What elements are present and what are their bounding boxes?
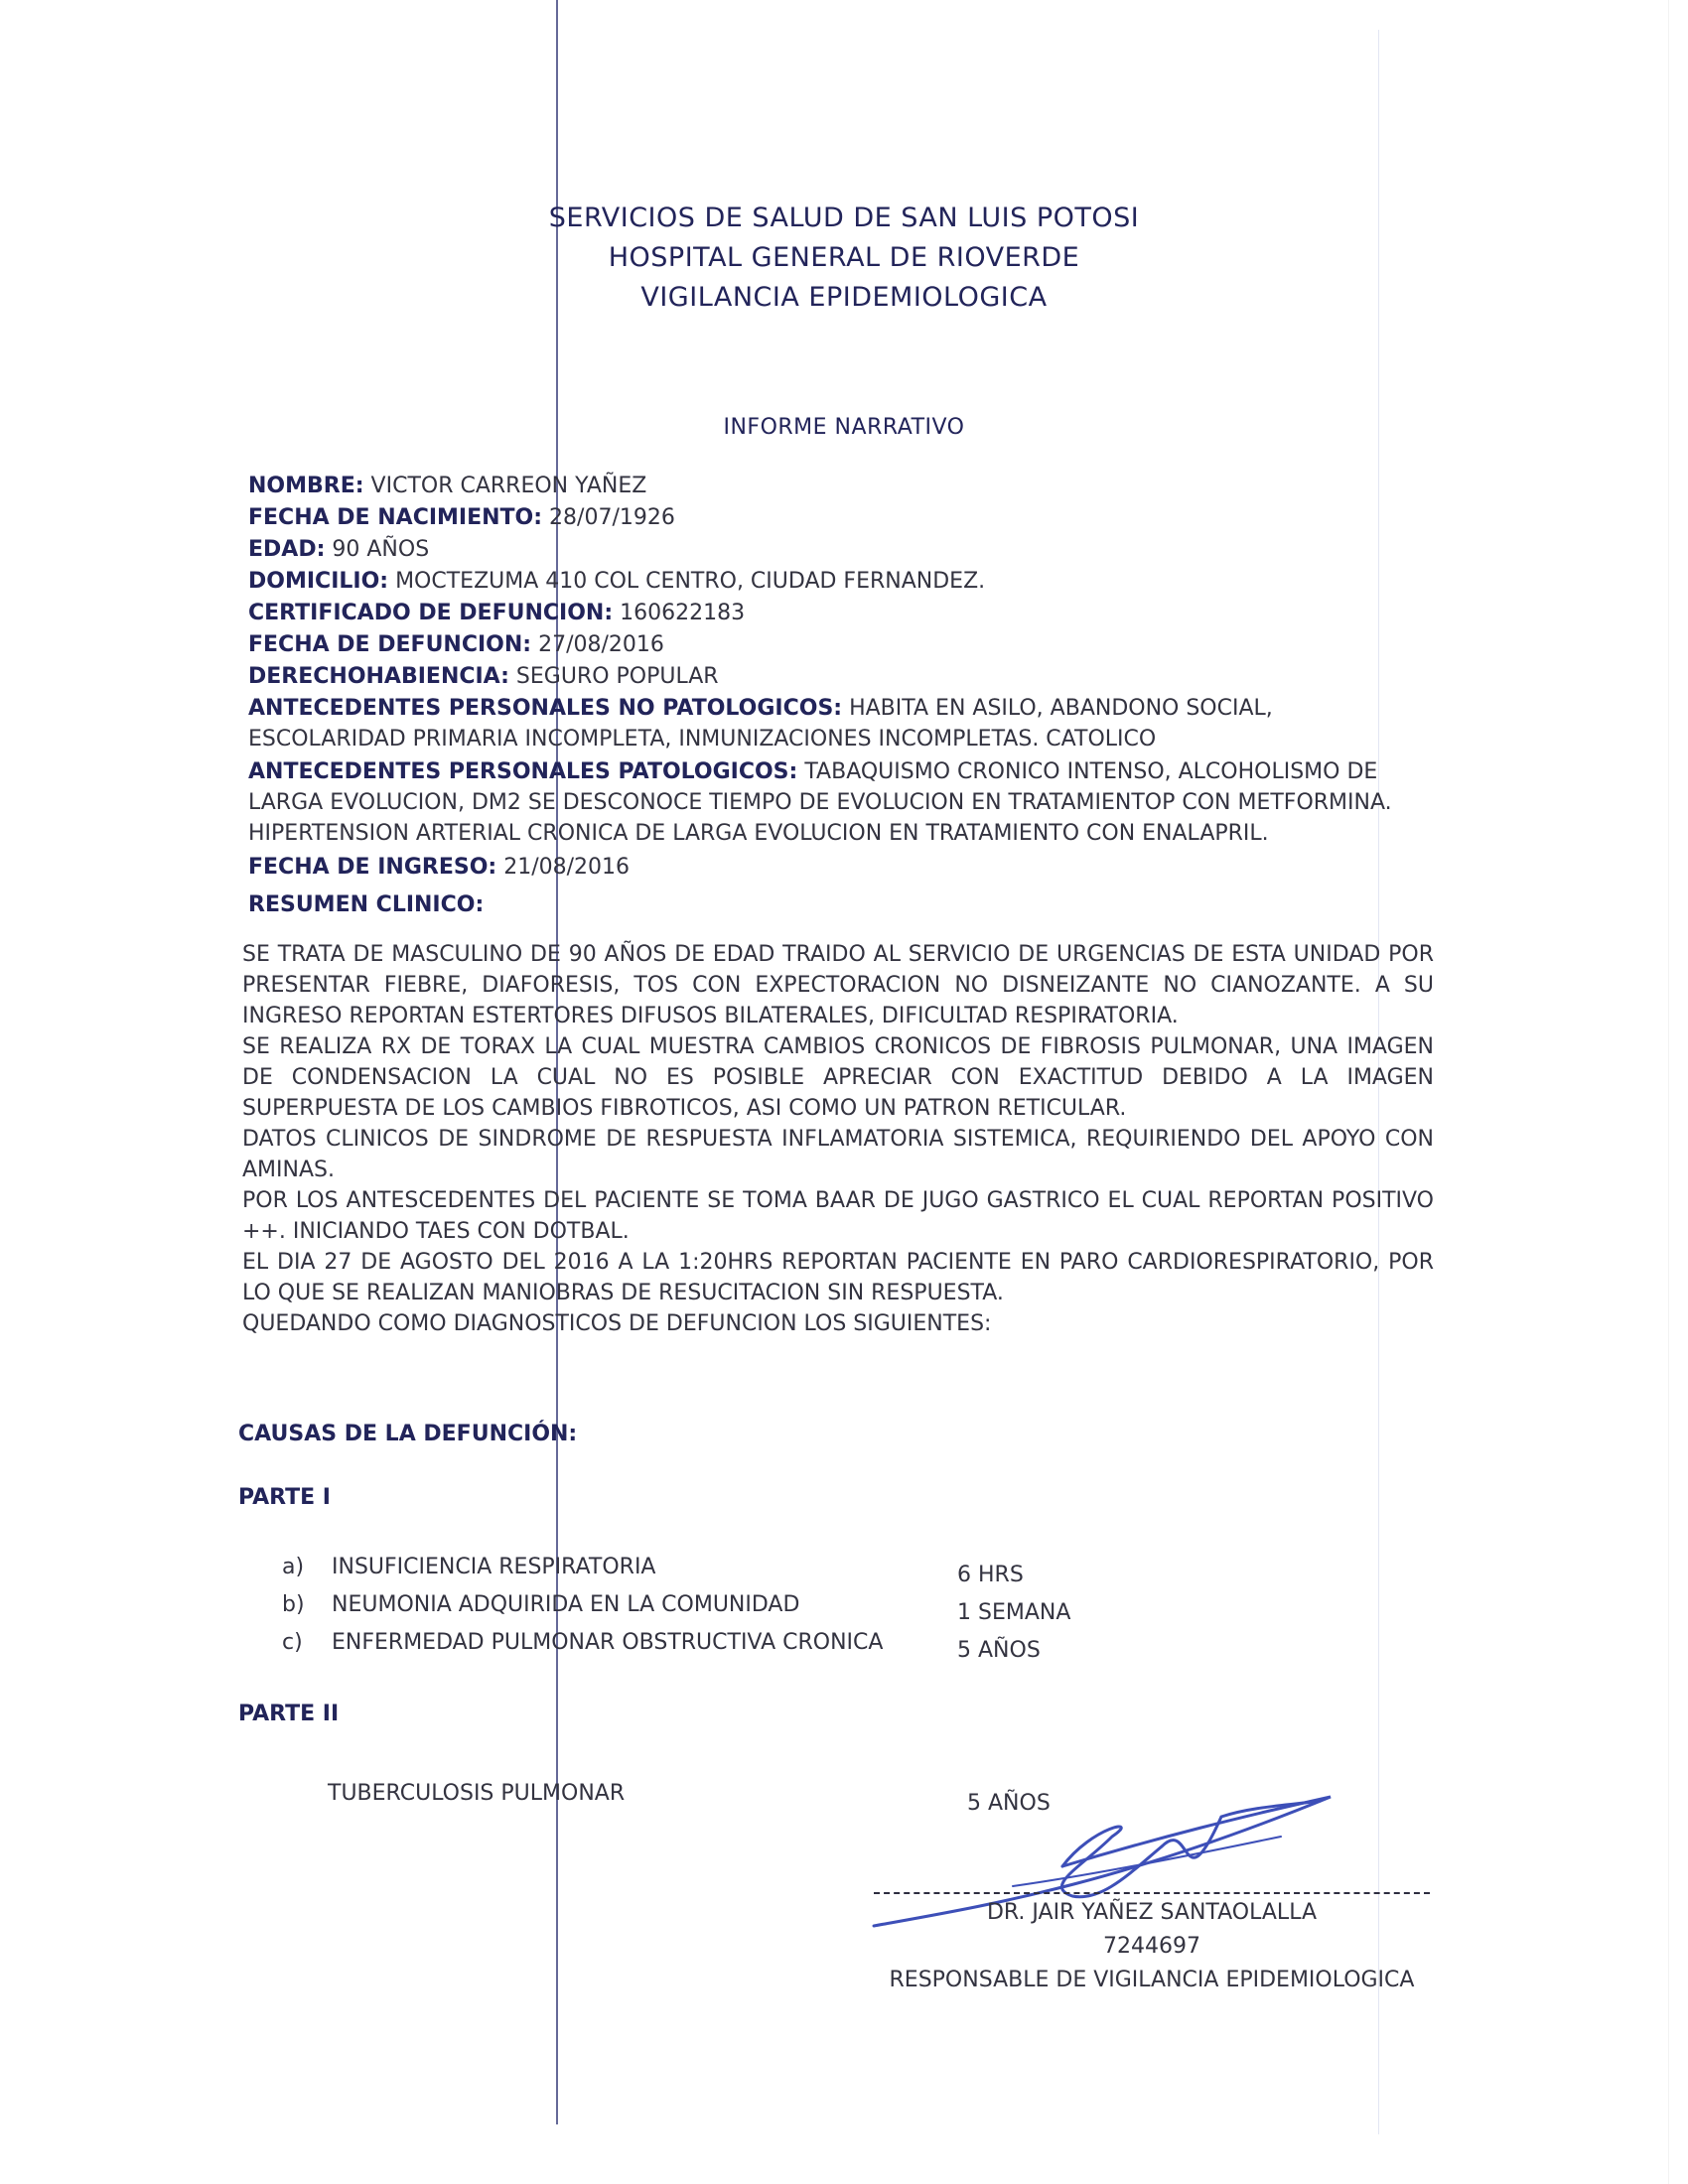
- document-title: INFORME NARRATIVO: [723, 415, 965, 440]
- cause-text: INSUFICIENCIA RESPIRATORIA: [332, 1555, 656, 1579]
- field-value: 21/08/2016: [503, 855, 631, 880]
- cause-time: 1 SEMANA: [957, 1600, 1071, 1625]
- cause-text: ENFERMEDAD PULMONAR OBSTRUCTIVA CRONICA: [332, 1630, 884, 1655]
- cause-time: 6 HRS: [957, 1563, 1024, 1587]
- signer-role: RESPONSABLE DE VIGILANCIA EPIDEMIOLOGICA: [889, 1968, 1415, 1992]
- field-value: 90 AÑOS: [332, 537, 430, 562]
- field-defuncion: [248, 629, 1400, 660]
- field-value: VICTOR CARREON YAÑEZ: [370, 474, 647, 498]
- field-no-patologicos: [248, 693, 1400, 754]
- field-patologicos: [248, 756, 1400, 849]
- field-value: MOCTEZUMA 410 COL CENTRO, CIUDAD FERNANDEZ.: [395, 569, 986, 594]
- summary-paragraph: EL DIA 27 DE AGOSTO DEL 2016 A LA 1:20HRS REPORTAN PACIENTE EN PARO CARDIORESPIRATORIO, POR LO QUE SE REALIZAN MANIOBRAS DE RESUCITACION SIN RESPUESTA.: [242, 1250, 1434, 1305]
- field-value: SEGURO POPULAR: [515, 664, 719, 689]
- field-value: HABITA EN ASILO, ABANDONO SOCIAL, ESCOLARIDAD PRIMARIA INCOMPLETA, INMUNIZACIONES INCOMPLETAS. CATOLICO: [248, 696, 1273, 751]
- signature-line: [874, 1892, 1430, 1894]
- part-2-label: PARTE II: [238, 1702, 340, 1726]
- cause-letter: b): [282, 1592, 305, 1617]
- field-certificado: [248, 598, 1400, 628]
- cause-time: 5 AÑOS: [967, 1791, 1051, 1816]
- field-domicilio: [248, 566, 1400, 597]
- field-label: RESUMEN CLINICO:: [248, 892, 485, 917]
- field-label: FECHA DE NACIMIENTO:: [248, 505, 543, 530]
- field-value: 28/07/1926: [549, 505, 675, 530]
- field-label: EDAD:: [248, 537, 326, 562]
- summary-paragraph: QUEDANDO COMO DIAGNOSTICOS DE DEFUNCION LOS SIGUIENTES:: [242, 1311, 992, 1336]
- header-line-3: VIGILANCIA EPIDEMIOLOGICA: [640, 282, 1048, 313]
- field-label: FECHA DE INGRESO:: [248, 855, 497, 880]
- signer-name: DR. JAIR YAÑEZ SANTAOLALLA: [986, 1900, 1318, 1925]
- field-label: DOMICILIO:: [248, 569, 389, 594]
- cause-letter: c): [282, 1630, 303, 1655]
- field-label: NOMBRE:: [248, 474, 364, 498]
- part-1-label: PARTE I: [238, 1485, 331, 1510]
- field-value: 160622183: [620, 601, 746, 625]
- causes-heading: CAUSAS DE LA DEFUNCIÓN:: [238, 1422, 578, 1446]
- summary-paragraph: DATOS CLINICOS DE SINDROME DE RESPUESTA INFLAMATORIA SISTEMICA, REQUIRIENDO DEL APOYO CON AMINAS.: [242, 1127, 1434, 1182]
- field-value: 27/08/2016: [538, 632, 664, 657]
- header-line-1: SERVICIOS DE SALUD DE SAN LUIS POTOSI: [548, 203, 1140, 233]
- field-ingreso: [248, 852, 1400, 883]
- clinical-summary: [242, 939, 1434, 1339]
- field-derechohabiencia: [248, 661, 1400, 692]
- summary-paragraph: POR LOS ANTESCEDENTES DEL PACIENTE SE TOMA BAAR DE JUGO GASTRICO EL CUAL REPORTAN POSITIVO ++. INICIANDO TAES CON DOTBAL.: [242, 1188, 1434, 1244]
- page-edge: [1668, 0, 1669, 2184]
- header-line-2: HOSPITAL GENERAL DE RIOVERDE: [608, 242, 1080, 273]
- field-nacimiento: [248, 502, 1400, 533]
- signer-id: 7244697: [1103, 1934, 1200, 1959]
- summary-paragraph: SE TRATA DE MASCULINO DE 90 AÑOS DE EDAD TRAIDO AL SERVICIO DE URGENCIAS DE ESTA UNIDAD POR PRESENTAR FIEBRE, DIAFORESIS, TOS CON EXPECTORACION NO DISNEIZANTE NO CIANOZANTE. A SU INGRESO REPORTAN ESTERTORES DIFUSOS BILATERALES, DIFICULTAD RESPIRATORIA.: [242, 942, 1434, 1028]
- cause-text: TUBERCULOSIS PULMONAR: [328, 1781, 626, 1806]
- field-edad: [248, 534, 1400, 565]
- field-label: FECHA DE DEFUNCION:: [248, 632, 532, 657]
- summary-paragraph: SE REALIZA RX DE TORAX LA CUAL MUESTRA CAMBIOS CRONICOS DE FIBROSIS PULMONAR, UNA IMAGEN DE CONDENSACION LA CUAL NO ES POSIBLE APRECIAR CON EXACTITUD DEBIDO A LA IMAGEN SUPERPUESTA DE LOS CAMBIOS FIBROTICOS, ASI COMO UN PATRON RETICULAR.: [242, 1034, 1434, 1121]
- cause-time: 5 AÑOS: [957, 1638, 1041, 1663]
- cause-letter: a): [282, 1555, 305, 1579]
- field-label: DERECHOHABIENCIA:: [248, 664, 509, 689]
- field-label: ANTECEDENTES PERSONALES PATOLOGICOS:: [248, 759, 798, 784]
- field-label: ANTECEDENTES PERSONALES NO PATOLOGICOS:: [248, 696, 843, 721]
- field-resumen: [248, 889, 1400, 920]
- field-value: TABAQUISMO CRONICO INTENSO, ALCOHOLISMO DE LARGA EVOLUCION, DM2 SE DESCONOCE TIEMPO DE EVOLUCION EN TRATAMIENTOP CON METFORMINA. HIPERTENSION ARTERIAL CRONICA DE LARGA EVOLUCION EN TRATAMIENTO CON ENALAPRIL.: [248, 759, 1392, 846]
- field-label: CERTIFICADO DE DEFUNCION:: [248, 601, 614, 625]
- cause-text: NEUMONIA ADQUIRIDA EN LA COMUNIDAD: [332, 1592, 800, 1617]
- field-nombre: [248, 471, 1400, 501]
